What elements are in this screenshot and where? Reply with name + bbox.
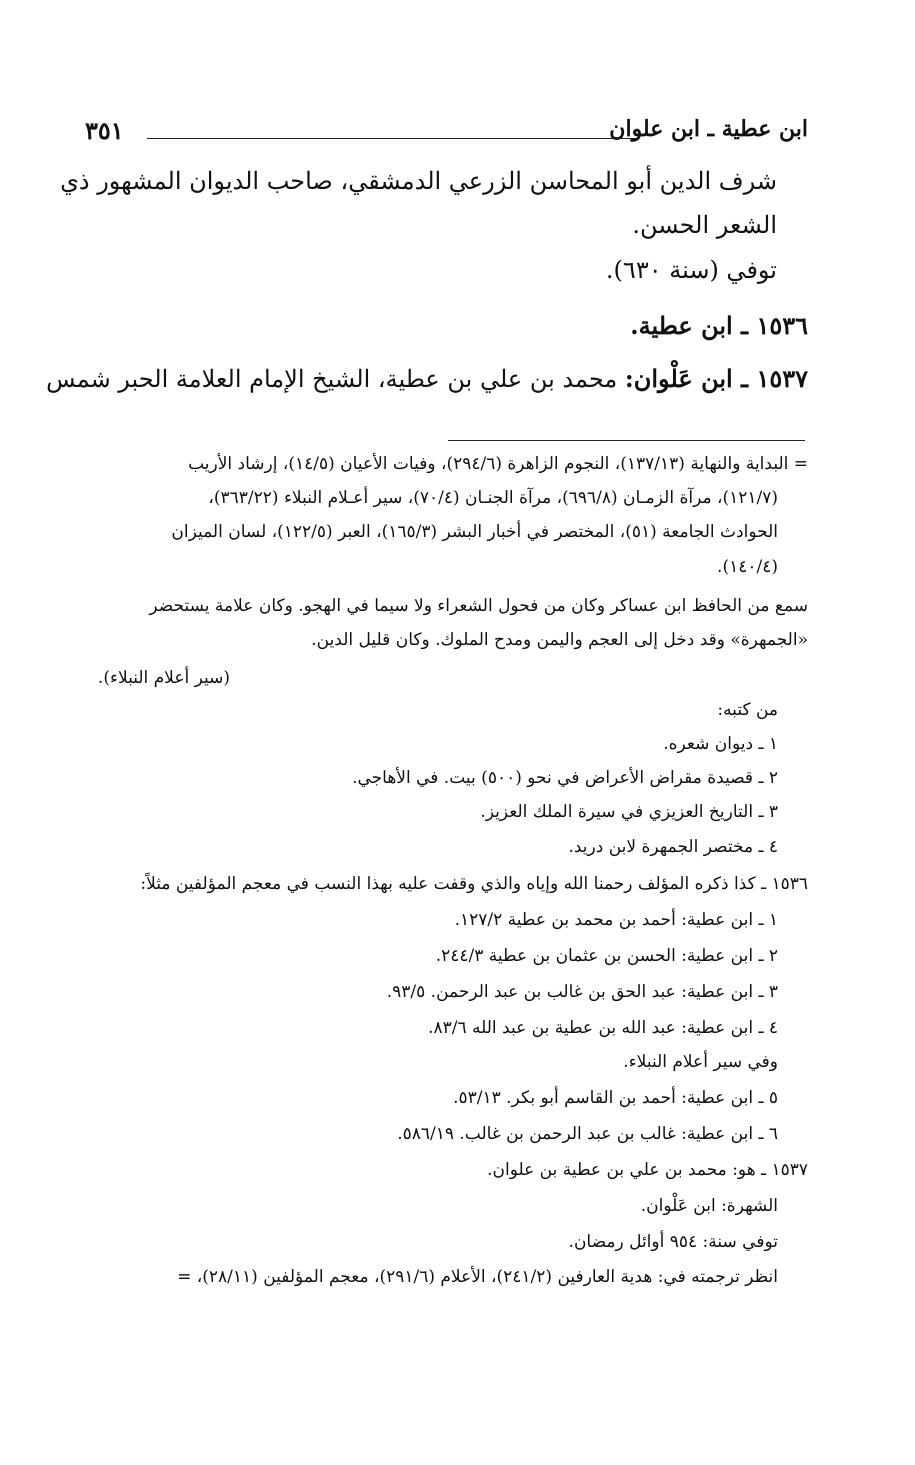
list-1536-item-1: ١ ـ ابن عطية: أحمد بن محمد بن عطية ١٢٧/٢.	[454, 910, 778, 930]
work-item-4: ٤ ـ مختصر الجمهرة لابن دريد.	[568, 837, 778, 857]
note-1537-heading: ١٥٣٧ ـ هو: محمد بن علي بن عطية بن علوان.	[487, 1160, 808, 1180]
entry-heading-1536: ١٥٣٦ ـ ابن عطية.	[630, 311, 808, 340]
page-number: ٣٥١	[85, 116, 124, 145]
body-line-2: الشعر الحسن.	[632, 211, 777, 239]
list-1536-item-3: ٣ ـ ابن عطية: عبد الحق بن غالب بن عبد الرحمن. ٩٣/٥.	[386, 982, 778, 1002]
running-title: ابن عطية ـ ابن علوان	[609, 116, 808, 142]
note-1536-heading: ١٥٣٦ ـ كذا ذكره المؤلف رحمنا الله وإياه والذي وقفت عليه بهذا النسب في معجم المؤلفين مثلاً:	[140, 874, 808, 894]
sources-line-1: = البداية والنهاية (١٣٧/١٣)، النجوم الزاهرة (٢٩٤/٦)، وفيات الأعيان (١٤/٥)، إرشاد الأريب	[188, 454, 808, 474]
header-rule	[147, 138, 637, 139]
siyar-label: وفي سير أعلام النبلاء.	[623, 1052, 778, 1072]
works-title: من كتبه:	[717, 700, 778, 720]
bio-source: (سير أعلام النبلاء).	[97, 668, 230, 688]
shuhra-line: الشهرة: ابن عَلْوان.	[640, 1196, 778, 1216]
sources-line-4: (١٤٠/٤).	[717, 557, 778, 577]
work-item-3: ٣ ـ التاريخ العزيزي في سيرة الملك العزيز.	[480, 802, 778, 822]
refs-line: انظر ترجمته في: هدية العارفين (٢٤١/٢)، الأعلام (٢٩١/٦)، معجم المؤلفين (٢٨/١١)، =	[177, 1267, 778, 1287]
work-item-1: ١ ـ ديوان شعره.	[663, 734, 778, 754]
list-1536-item-2: ٢ ـ ابن عطية: الحسن بن عثمان بن عطية ٢٤٤/٣.	[435, 946, 778, 966]
entry-heading-1537: ١٥٣٧ ـ ابن عَلْوان:	[624, 364, 808, 393]
entry-1537-text: محمد بن علي بن عطية، الشيخ الإمام العلامة الحبر شمس	[46, 365, 618, 393]
list-1536-item-6: ٦ ـ ابن عطية: غالب بن عبد الرحمن بن غالب. ٥٨٦/١٩.	[397, 1124, 778, 1144]
work-item-2: ٢ ـ قصيدة مقراض الأعراض في نحو (٥٠٠) بيت. في الأهاجي.	[352, 768, 778, 788]
list-1536-item-4: ٤ ـ ابن عطية: عبد الله بن عطية بن عبد الله ٨٣/٦.	[428, 1018, 778, 1038]
body-line-1: شرف الدين أبو المحاسن الزرعي الدمشقي، صاحب الديوان المشهور ذي	[60, 167, 777, 195]
bio-line-1: سمع من الحافظ ابن عساكر وكان من فحول الشعراء ولا سيما في الهجو. وكان علامة يستحضر	[149, 596, 808, 616]
sources-line-3: الحوادث الجامعة (٥١)، المختصر في أخبار البشر (١٦٥/٣)، العبر (١٢٢/٥)، لسان الميزان	[171, 522, 778, 542]
entry-1537-line	[46, 364, 808, 393]
bio-line-2: «الجمهرة» وقد دخل إلى العجم واليمن ومدح الملوك. وكان قليل الدين.	[311, 630, 808, 650]
death-line: توفي سنة: ٩٥٤ أوائل رمضان.	[568, 1232, 778, 1252]
list-1536-item-5: ٥ ـ ابن عطية: أحمد بن القاسم أبو بكر. ٥٣/١٣.	[453, 1088, 778, 1108]
footnote-rule	[448, 440, 805, 441]
sources-line-2: (١٢١/٧)، مرآة الزمـان (٦٩٦/٨)، مرآة الجنـان (٧٠/٤)، سير أعـلام النبلاء (٣٦٣/٢٢)،	[208, 488, 778, 508]
body-line-3: توفي (سنة ٦٣٠).	[605, 256, 777, 284]
